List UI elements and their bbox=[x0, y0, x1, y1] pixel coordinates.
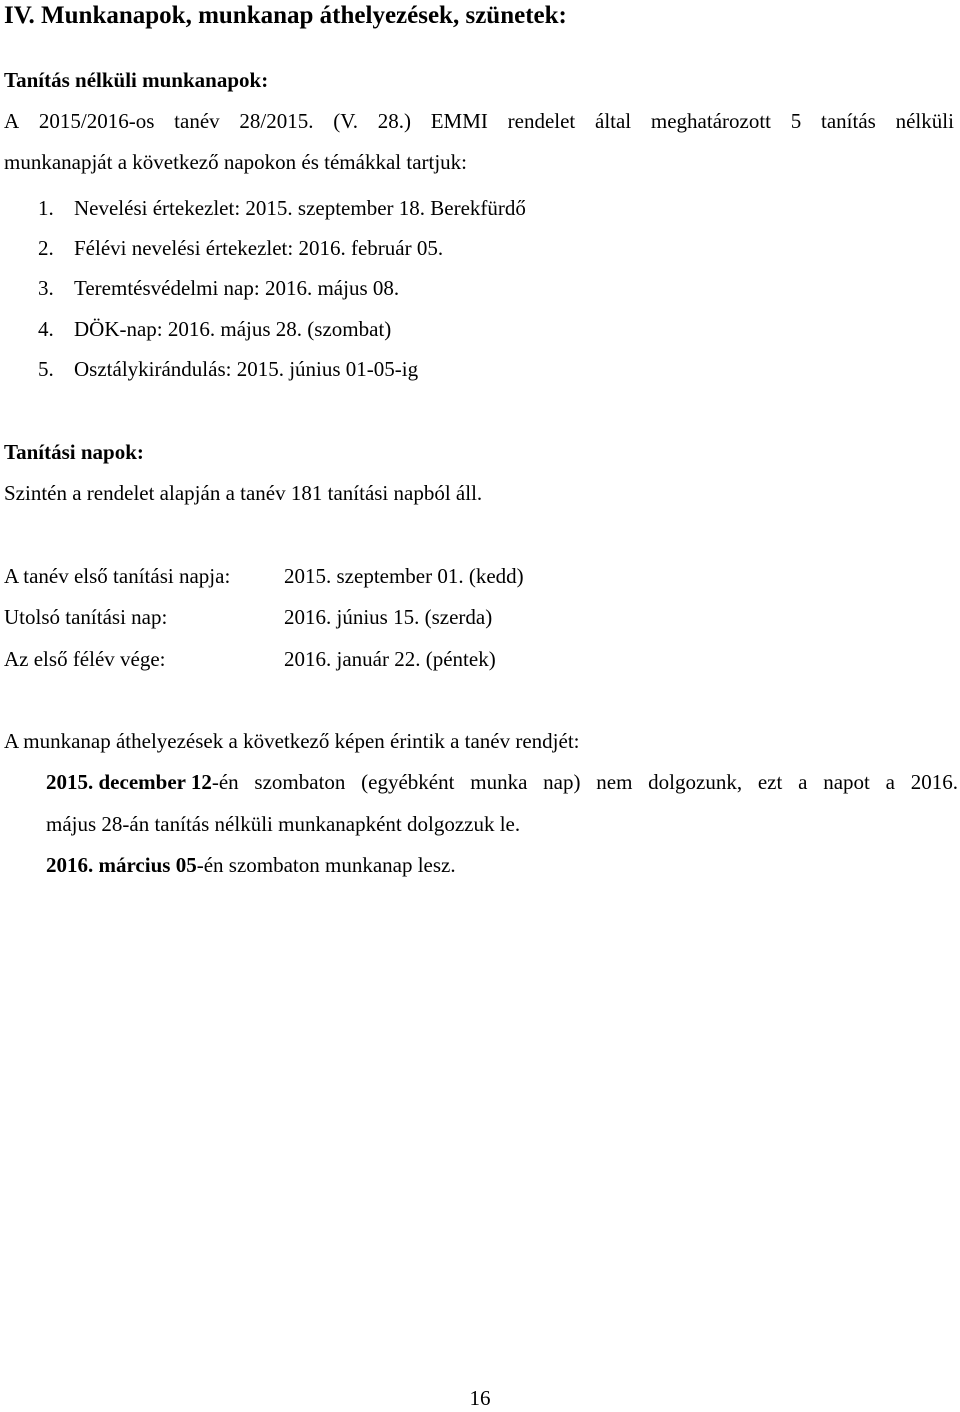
intro-word: által bbox=[595, 109, 632, 133]
transfer-word: ezt bbox=[757, 770, 783, 794]
intro-word: meghatározott bbox=[650, 109, 772, 133]
transfer-word: -én bbox=[211, 770, 239, 794]
transfer-word: dolgozunk, bbox=[648, 770, 743, 794]
key-date-value: 2015. szeptember 01. (kedd) bbox=[284, 564, 524, 588]
page-number: 16 bbox=[469, 1386, 491, 1410]
intro-word: 28/2015. bbox=[239, 109, 314, 133]
list-item-number: 1. bbox=[38, 196, 54, 220]
transfer-word: a bbox=[885, 770, 895, 794]
teaching-days-text: Szintén a rendelet alapján a tanév 181 tanítási napból áll. bbox=[4, 481, 483, 505]
intro-word: EMMI bbox=[430, 109, 488, 133]
subsection-title-no-teaching-days: Tanítás nélküli munkanapok: bbox=[4, 68, 269, 92]
intro-paragraph-line-2: munkanapját a következő napokon és témákkal tartjuk: bbox=[4, 150, 468, 174]
transfer-word: napot bbox=[823, 770, 870, 794]
intro-word: 2015/2016-os bbox=[38, 109, 155, 133]
subsection-title-teaching-days: Tanítási napok: bbox=[4, 440, 144, 464]
list-item-number: 3. bbox=[38, 276, 54, 300]
list-item-number: 5. bbox=[38, 357, 54, 381]
list-item-text: Nevelési értekezlet: 2015. szeptember 18. Berekfürdő bbox=[74, 196, 526, 220]
transfer-word: nem bbox=[596, 770, 633, 794]
transfer-paragraph-1-line-1 bbox=[46, 768, 958, 796]
transfer-paragraph-2-text: -én szombaton munkanap lesz. bbox=[196, 853, 456, 877]
intro-word: 5 bbox=[790, 109, 802, 133]
intro-word: 28.) bbox=[377, 109, 411, 133]
intro-word: tanítás bbox=[821, 109, 876, 133]
transfer-paragraph-2 bbox=[46, 851, 456, 879]
list-item-number: 4. bbox=[38, 317, 54, 341]
list-item-text: Félévi nevelési értekezlet: 2016. február 05. bbox=[74, 236, 444, 260]
list-item-text: Osztálykirándulás: 2015. június 01-05-ig bbox=[74, 357, 419, 381]
intro-paragraph-line-1 bbox=[4, 107, 954, 135]
intro-word: A bbox=[4, 109, 20, 133]
transfer-word: nap) bbox=[543, 770, 581, 794]
transfer-word: munka bbox=[470, 770, 528, 794]
section-heading: IV. Munkanapok, munkanap áthelyezések, szünetek: bbox=[4, 2, 567, 29]
key-date-label: A tanév első tanítási napja: bbox=[4, 564, 231, 588]
intro-word: (V. bbox=[333, 109, 358, 133]
list-item-text: DÖK-nap: 2016. május 28. (szombat) bbox=[74, 317, 392, 341]
key-date-value: 2016. június 15. (szerda) bbox=[284, 605, 493, 629]
transfer-word: a bbox=[798, 770, 808, 794]
key-date-label: Utolsó tanítási nap: bbox=[4, 605, 168, 629]
intro-word: nélküli bbox=[895, 109, 954, 133]
list-item-text: Teremtésvédelmi nap: 2016. május 08. bbox=[74, 276, 400, 300]
transfer-date-2: 2016. március 05 bbox=[46, 853, 197, 877]
transfers-intro: A munkanap áthelyezések a következő képen érintik a tanév rendjét: bbox=[4, 729, 580, 753]
transfer-paragraph-1-line-2: május 28-án tanítás nélküli munkanapként dolgozzuk le. bbox=[46, 812, 521, 836]
transfer-date-1: 2015. december 12 bbox=[46, 770, 212, 794]
transfer-word: szombaton bbox=[254, 770, 346, 794]
transfer-word: (egyébként bbox=[361, 770, 455, 794]
intro-word: rendelet bbox=[507, 109, 576, 133]
list-item-number: 2. bbox=[38, 236, 54, 260]
transfer-first-chunk bbox=[46, 768, 239, 796]
key-date-value: 2016. január 22. (péntek) bbox=[284, 647, 496, 671]
intro-word: tanév bbox=[174, 109, 220, 133]
transfer-word: 2016. bbox=[910, 770, 958, 794]
key-date-label: Az első félév vége: bbox=[4, 647, 166, 671]
